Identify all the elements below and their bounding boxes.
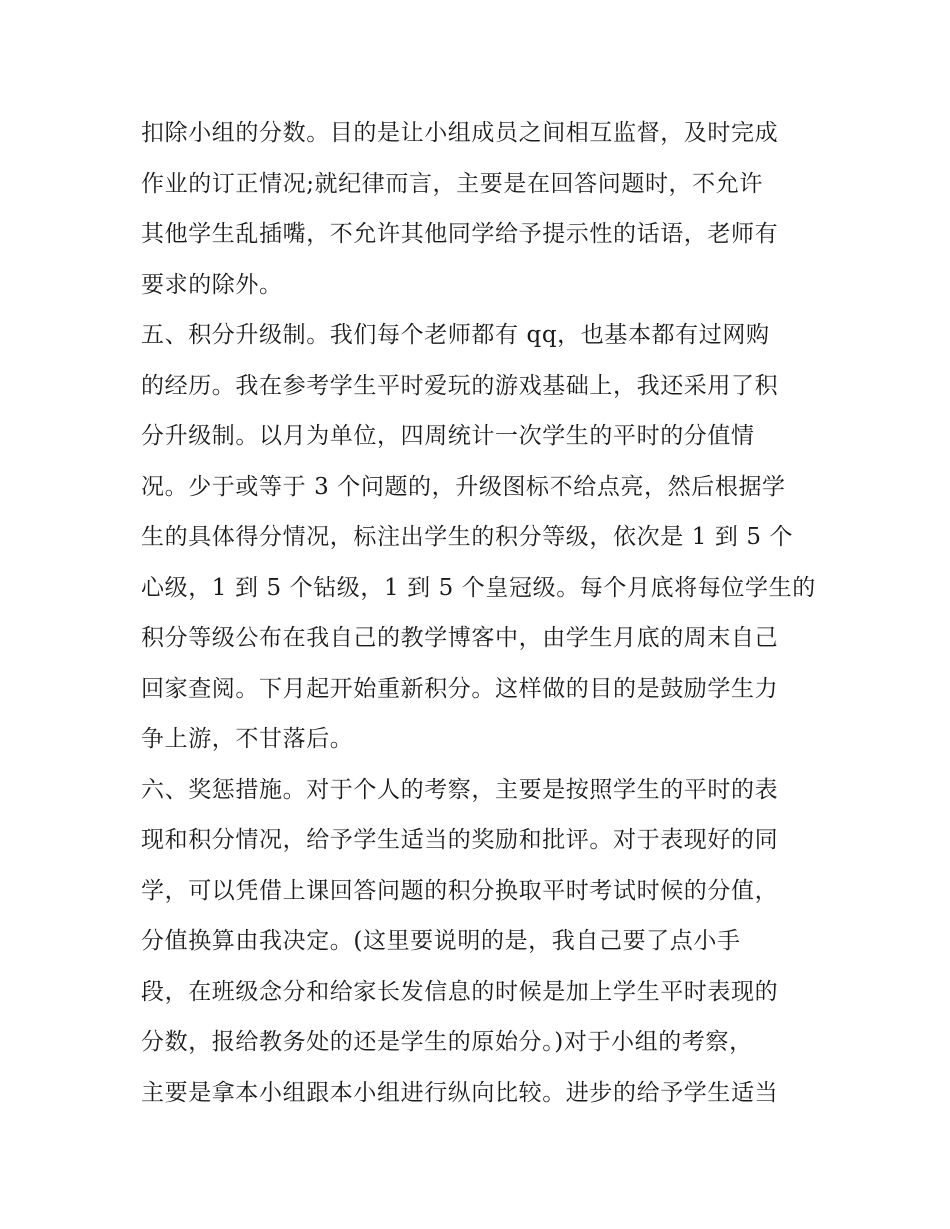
text-line: 心级，1 到 5 个钻级，1 到 5 个皇冠级。每个月底将每位学生的 (141, 574, 816, 601)
document-body (141, 108, 821, 1118)
text-line: 现和积分情况，给予学生适当的奖励和批评。对于表现好的同 (141, 827, 779, 853)
text-line: 段，在班级念分和给家长发信息的时候是加上学生平时表现的 (141, 978, 779, 1005)
text-line: 分数，报给教务处的还是学生的原始分。)对于小组的考察， (141, 1029, 753, 1055)
text-line: 作业的订正情况;就纪律而言，主要是在回答问题时，不允许 (141, 170, 763, 197)
text-line: 积分等级公布在我自己的教学博客中，由学生月底的周末自己 (141, 625, 779, 651)
text-line: 要求的除外。 (141, 271, 283, 298)
section-heading-line: 六、奖惩措施。对于个人的考察，主要是按照学生的平时的表 (141, 776, 779, 803)
text-line: 分值换算由我决定。(这里要说明的是，我自己要了点小手 (141, 928, 741, 954)
text-line: 争上游，不甘落后。 (141, 726, 354, 752)
text-line: 扣除小组的分数。目的是让小组成员之间相互监督，及时完成 (141, 120, 779, 146)
section-heading-line: 五、积分升级制。我们每个老师都有 qq，也基本都有过网购 (141, 322, 770, 348)
text-line: 生的具体得分情况，标注出学生的积分等级，依次是 1 到 5 个 (141, 524, 794, 550)
text-line: 其他学生乱插嘴，不允许其他同学给予提示性的话语，老师有 (141, 221, 779, 247)
text-line: 的经历。我在参考学生平时爱玩的游戏基础上，我还采用了积 (141, 372, 779, 399)
text-line: 况。少于或等于 3 个问题的，升级图标不给点亮，然后根据学 (141, 473, 786, 500)
text-line: 学，可以凭借上课回答问题的积分换取平时考试时候的分值， (141, 877, 779, 904)
text-line: 主要是拿本小组跟本小组进行纵向比较。进步的给予学生适当 (141, 1079, 779, 1106)
text-line: 分升级制。以月为单位，四周统计一次学生的平时的分值情 (141, 423, 755, 449)
text-line: 回家查阅。下月起开始重新积分。这样做的目的是鼓励学生力 (141, 675, 779, 702)
